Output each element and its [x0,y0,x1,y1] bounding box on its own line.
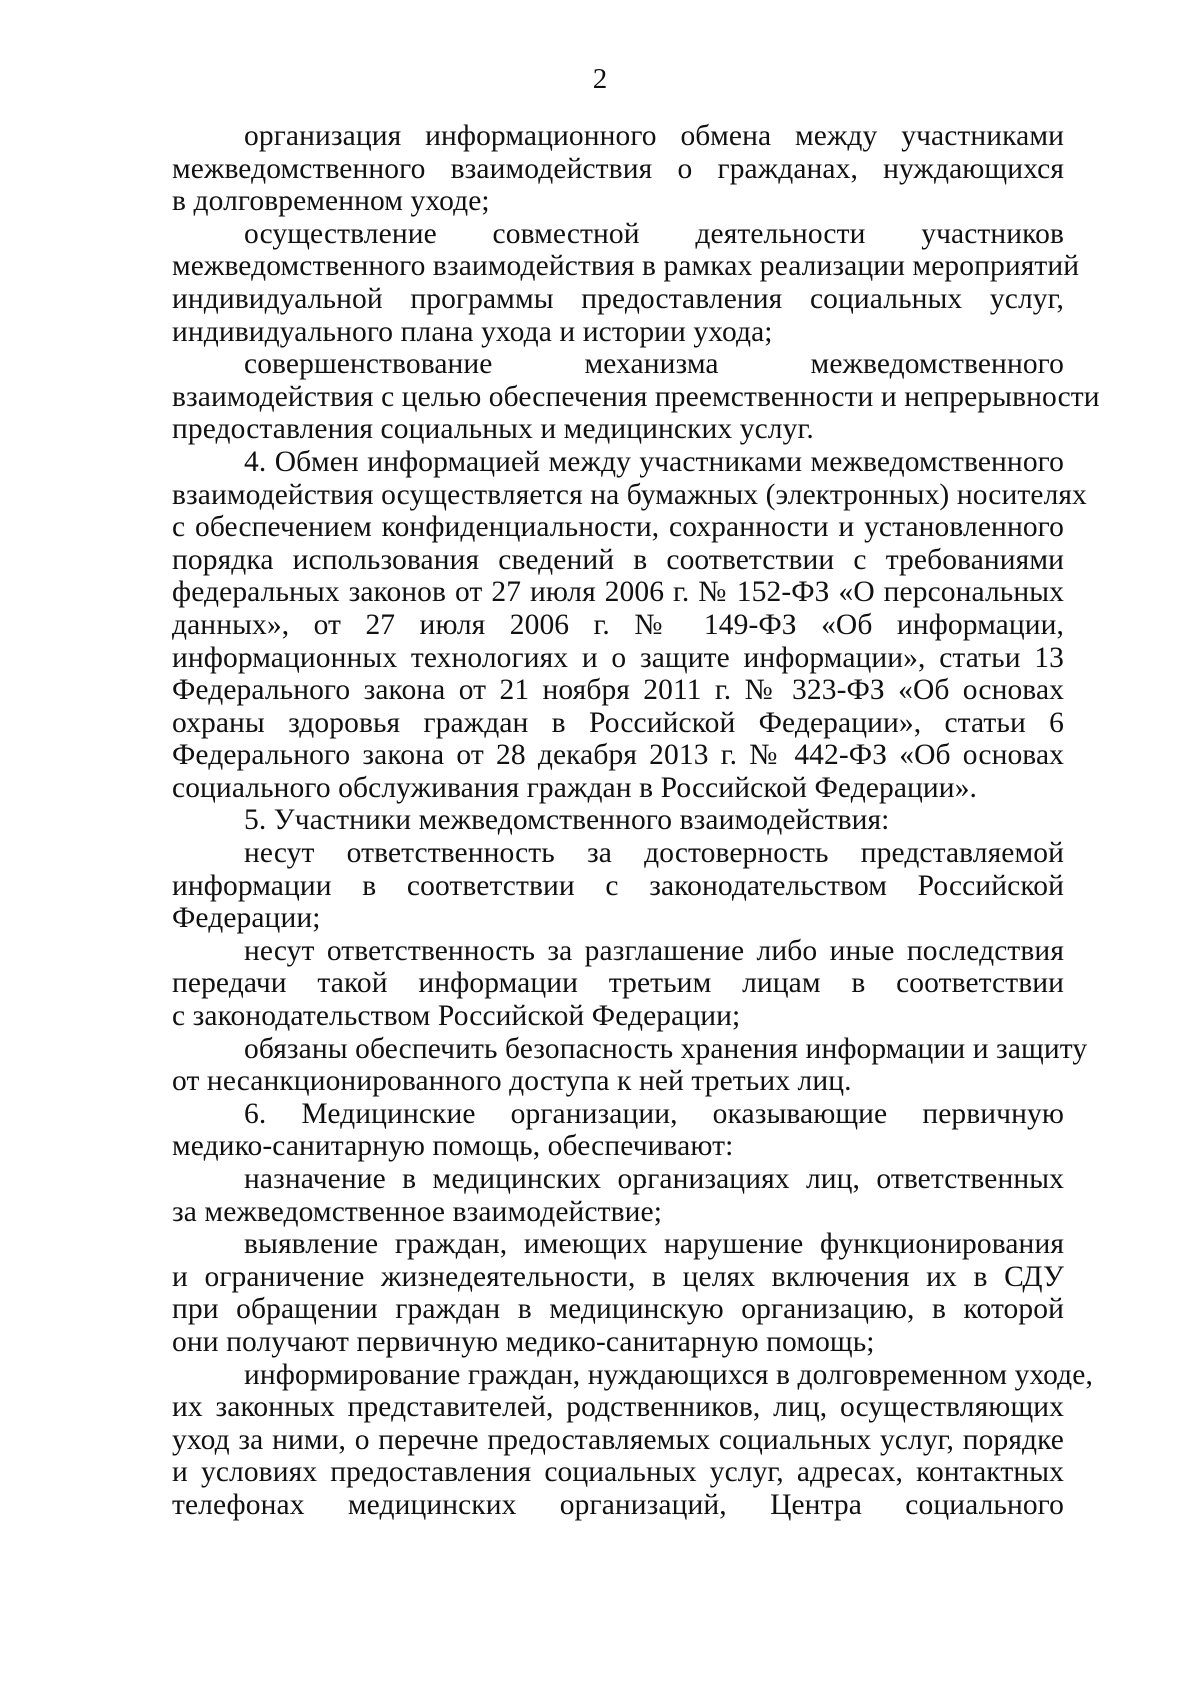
paragraph-line: федеральных законов от 27 июля 2006 г. № 152-ФЗ «О персональных [172,576,1064,609]
paragraph-line: информации в соответствии с законодательством Российской [172,869,1064,902]
paragraph-line: их законных представителей, родственников, лиц, осуществляющих [172,1391,1064,1424]
paragraph-line: Федерального закона от 28 декабря 2013 г. № 442-ФЗ «Об основах [172,739,1064,772]
paragraph-line: передачи такой информации третьим лицам в соответствии [172,967,1064,1000]
paragraph-line: Федерации; [172,902,321,935]
paragraph-line: межведомственного взаимодействия о гражданах, нуждающихся [172,152,1064,185]
paragraph [172,837,1064,935]
paragraph-line: совершенствование механизма межведомственного [244,348,1064,381]
paragraph-line: от несанкционированного доступа к ней третьих лиц. [172,1065,852,1098]
paragraph-line: охраны здоровья граждан в Российской Федерации», статьи 6 [172,706,1064,739]
paragraph-line: индивидуального плана ухода и истории ухода; [172,315,773,348]
paragraph [172,1163,1064,1228]
paragraph-line: взаимодействия осуществляется на бумажных (электронных) носителях [172,478,1087,511]
paragraph-line: и условиях предоставления социальных услуг, адресах, контактных [172,1456,1064,1489]
paragraph [172,217,1080,348]
paragraph-line: назначение в медицинских организациях лиц, ответственных [244,1163,1064,1195]
paragraph-line: с законодательством Российской Федерации; [172,1000,741,1033]
paragraph-line: за межведомственное взаимодействие; [172,1195,662,1228]
paragraph [172,1032,1088,1098]
paragraph-line: 5. Участники межведомственного взаимодействия: [244,804,890,837]
paragraph-line: выявление граждан, имеющих нарушение функционирования [244,1228,1064,1261]
paragraph [172,1098,1064,1163]
paragraph [172,935,1064,1033]
paragraph-line: информационных технологиях и о защите информации», статьи 13 [172,641,1064,674]
paragraph-line: взаимодействия с целью обеспечения преемственности и непрерывности [172,380,1100,413]
paragraph [172,1228,1064,1358]
paragraph-line: они получают первичную медико-санитарную помощь; [172,1325,875,1358]
paragraph [172,120,1064,218]
paragraph-line: обязаны обеспечить безопасность хранения информации и защиту [244,1032,1088,1065]
paragraph-line: с обеспечением конфиденциальности, сохранности и установленного [172,511,1064,544]
paragraph [172,804,1064,837]
paragraph-line: уход за ними, о перечне предоставляемых социальных услуг, порядке [172,1423,1064,1456]
document-body [172,120,1100,1522]
paragraph-line: в долговременном уходе; [172,185,490,218]
paragraph-line: при обращении граждан в медицинскую организацию, в которой [172,1293,1064,1326]
paragraph-line: предоставления социальных и медицинских услуг. [172,413,814,446]
paragraph-line: несут ответственность за достоверность представляемой [244,837,1064,870]
paragraph-line: 6. Медицинские организации, оказывающие первичную [244,1097,1064,1130]
paragraph-line: межведомственного взаимодействия в рамках реализации мероприятий [172,250,1080,283]
paragraph-line: осуществление совместной деятельности участников [244,217,1064,250]
paragraph-line: Федерального закона от 21 ноября 2011 г. № 323-ФЗ «Об основах [172,674,1064,707]
paragraph-line: и ограничение жизнедеятельности, в целях включения их в СДУ [172,1260,1064,1293]
paragraph-line: социального обслуживания граждан в Российской Федерации». [172,771,978,804]
page-number: 2 [592,63,608,95]
paragraph [172,1358,1093,1522]
paragraph-line: несут ответственность за разглашение либо иные последствия [244,934,1064,967]
paragraph-line: 4. Обмен информацией между участниками межведомственного [244,445,1064,478]
paragraph [172,445,1087,805]
paragraph-line: телефонах медицинских организаций, Центра социального [172,1488,1064,1521]
paragraph-line: индивидуальной программы предоставления социальных услуг, [172,282,1064,315]
paragraph-line: организация информационного обмена между участниками [244,120,1064,152]
paragraph-line: медико-санитарную помощь, обеспечивают: [172,1130,734,1163]
paragraph-line: данных», от 27 июля 2006 г. № 149-ФЗ «Об информации, [172,608,1064,641]
paragraph [172,348,1100,446]
paragraph-line: информирование граждан, нуждающихся в долговременном уходе, [244,1358,1093,1391]
paragraph-line: порядка использования сведений в соответствии с требованиями [172,543,1064,576]
